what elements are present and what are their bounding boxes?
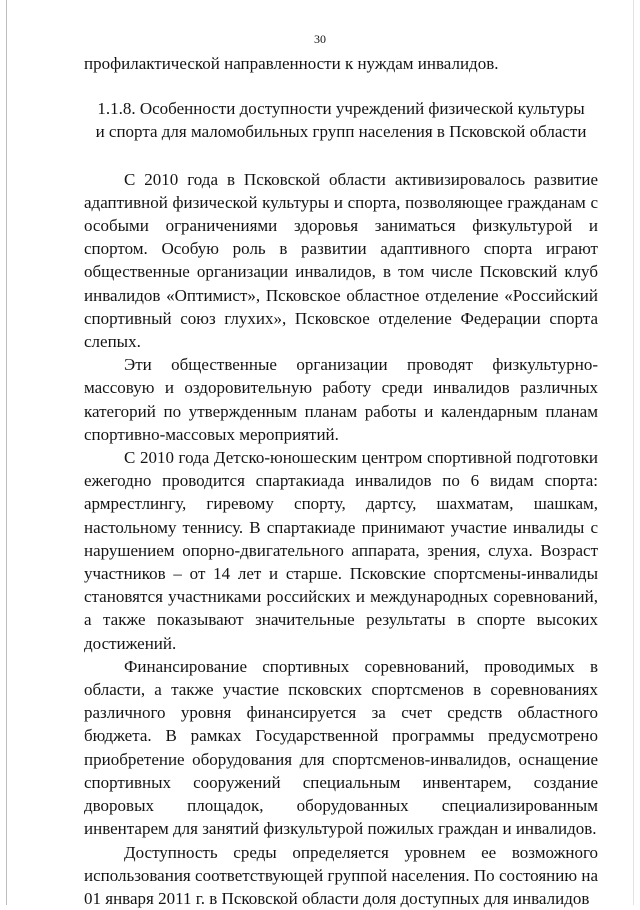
scan-right-edge xyxy=(633,0,634,905)
paragraph-financing: Финансирование спортивных соревнований, проводимых в области, а также участие псковских спортсменов в соревнованиях различного уровня финансируется за счет средств областного бюджета. В рамках Государственной программы предусмотрено приобретение оборудования для спортсменов-инвалидов, оснащение спортивных сооружений специальным инвентарем, создание дворовых площадок, оборудованных специализированным инвентарем для занятий физкультурой пожилых граждан и инвалидов. xyxy=(84,655,598,841)
paragraph-public-organizations: Эти общественные организации проводят физкультурно-массовую и оздоровительную работу среди инвалидов различных категорий по утвержденным планам работы и календарным планам спортивно-массовых мероприятий. xyxy=(84,353,598,446)
paragraph-adaptive-sport: С 2010 года в Псковской области активизировалось развитие адаптивной физической культуры и спорта, позволяющее гражданам с особыми ограничениями здоровья заниматься физкультурой и спортом. Особую роль в развитии адаптивного спорта играют общественные организации инвалидов, в том числе Псковский клуб инвалидов «Оптимист», Псковское областное отделение «Российский спортивный союз глухих», Псковское отделение Федерации спорта слепых. xyxy=(84,168,598,354)
paragraph-spartakiad: С 2010 года Детско-юношеским центром спортивной подготовки ежегодно проводится спартакиада инвалидов по 6 видам спорта: армрестлингу, гиревому спорту, дартсу, шахматам, шашкам, настольному теннису. В спартакиаде принимают участие инвалиды с нарушением опорно-двигательного аппарата, зрения, слуха. Возраст участников – от 14 лет и старше. Псковские спортсмены-инвалиды становятся участниками российских и международных соревнований, а также показывают значительные результаты в спорте высоких достижений. xyxy=(84,446,598,655)
paragraph-accessibility: Доступность среды определяется уровнем ее возможного использования соответствующей группой населения. По состоянию на 01 января 2011 г. в Псковской области доля доступных для инвалидов xyxy=(84,841,598,910)
section-heading-line-2: и спорта для маломобильных групп населения в Псковской области xyxy=(84,120,598,143)
page-number: 30 xyxy=(0,32,640,47)
carryover-line: профилактической направленности к нуждам инвалидов. xyxy=(84,52,598,75)
section-heading-line-1: 1.1.8. Особенности доступности учреждений физической культуры xyxy=(84,97,598,120)
section-heading xyxy=(84,97,598,143)
document-body xyxy=(84,52,598,910)
scan-left-edge xyxy=(6,0,7,905)
